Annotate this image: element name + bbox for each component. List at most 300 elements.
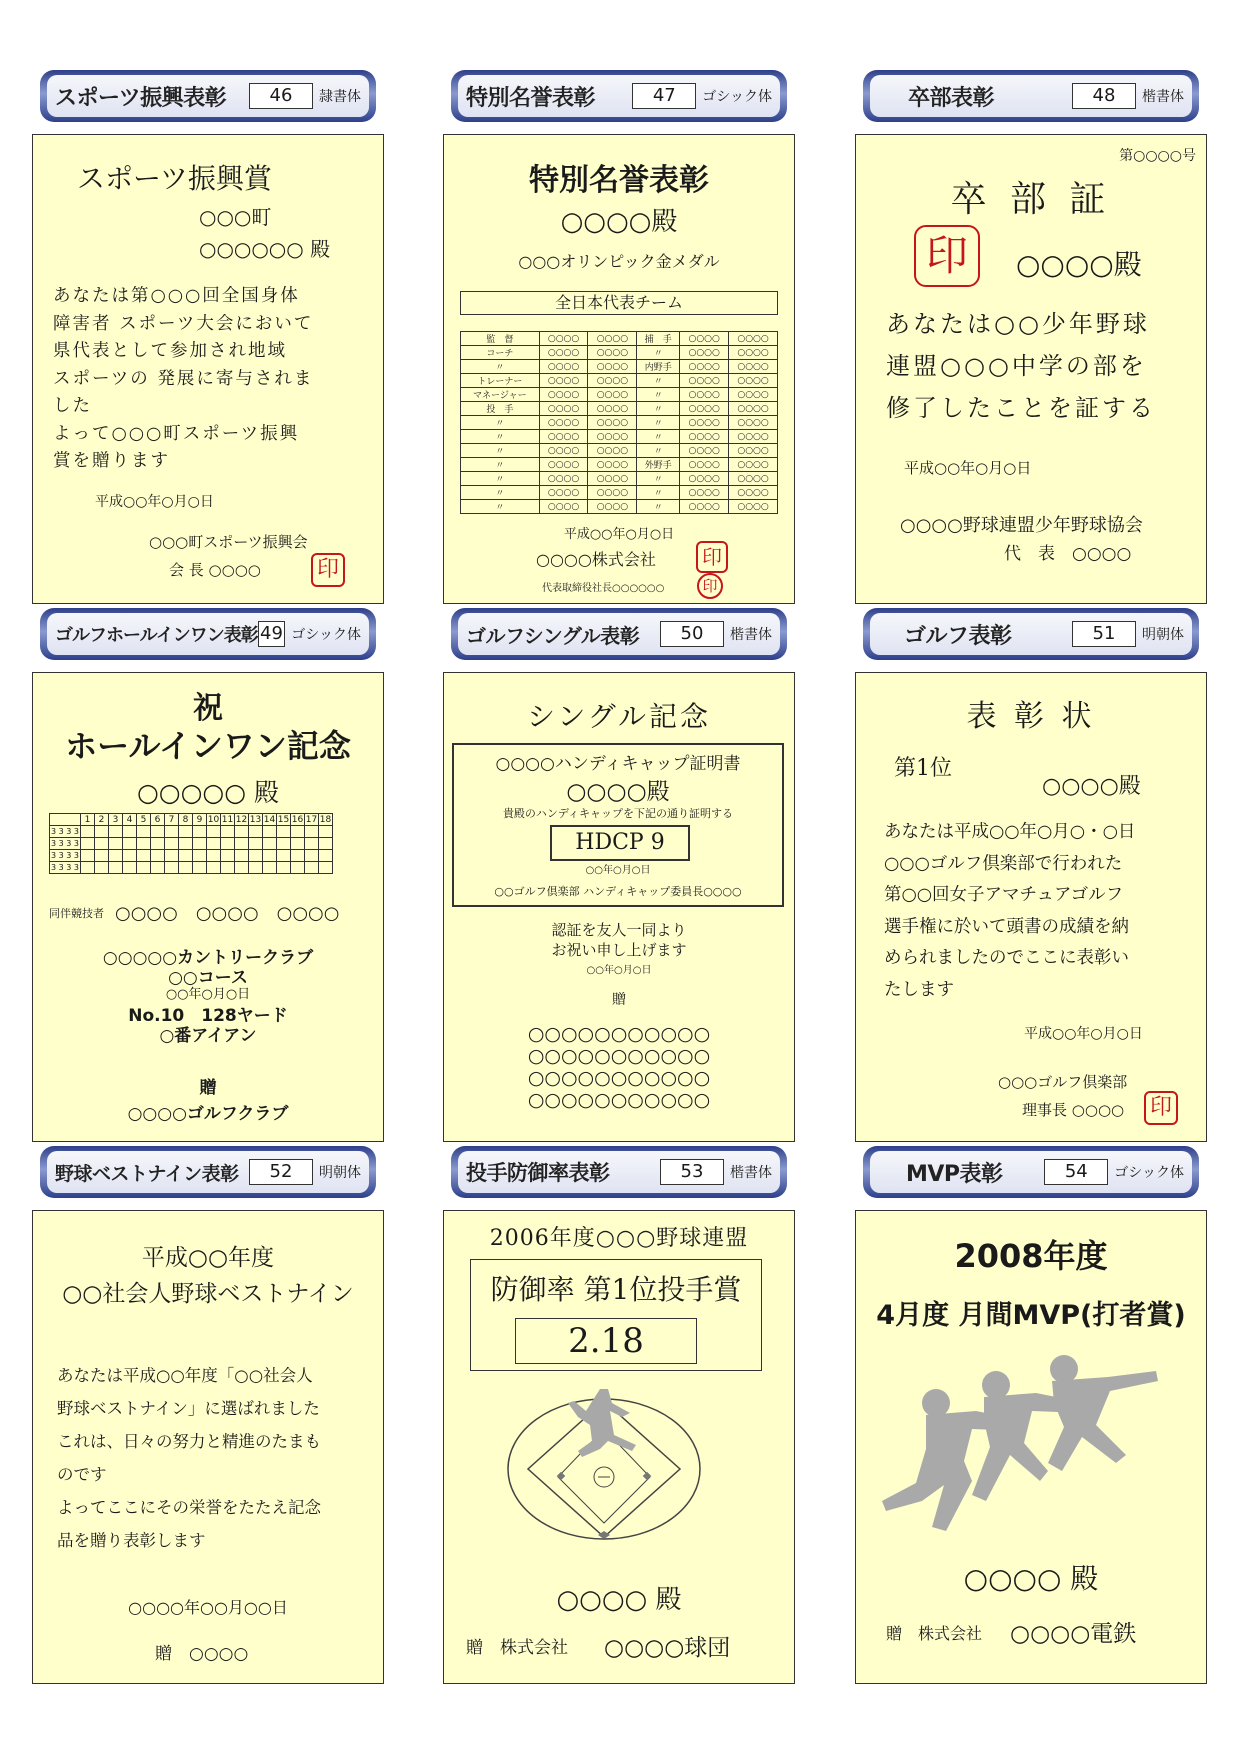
score-cell (193, 850, 207, 862)
score-cell (109, 850, 123, 862)
representative: 代表取締役社長○○○○○○ (542, 583, 665, 594)
town-name: ○○○町 (199, 205, 272, 229)
score-cell (221, 838, 235, 850)
roster-row (461, 402, 778, 416)
score-row-label: 3 3 3 3 (51, 839, 79, 848)
card-number: 50 (660, 621, 724, 647)
score-cell (179, 862, 193, 874)
card-header (863, 1146, 1199, 1198)
hole-number: 17 (305, 814, 318, 825)
recipient-name: ○○○○殿 (1042, 774, 1141, 799)
roster-cell: ○○○○ (680, 458, 729, 472)
score-row (50, 838, 333, 850)
roster-cell: ○○○○ (588, 346, 637, 360)
card-header-title: 卒部表彰 (908, 85, 995, 111)
chairman: 理事長 ○○○○ (1022, 1101, 1125, 1119)
roster-cell: ○○○○ (588, 500, 637, 514)
roster-cell: ○○○○ (539, 486, 588, 500)
recipient-name: ○○○○○ 殿 (136, 778, 280, 807)
score-cell (249, 862, 263, 874)
score-cell (81, 862, 95, 874)
handicap-value: HDCP 9 (550, 825, 690, 861)
roster-cell: ○○○○ (588, 332, 637, 346)
roster-row (461, 332, 778, 346)
body-text: あなたは平成○○年○月○・○日 ○○○ゴルフ倶楽部で行われた 第○○回女子アマチュアゴルフ 選手権に於いて頭書の成績を納 められましたのでここに表彰い たします (884, 822, 1136, 1000)
card-header (451, 70, 787, 122)
roster-cell: ○○○○ (729, 444, 778, 458)
score-cell (109, 826, 123, 838)
certificate-title: ○○○○ハンディキャップ証明書 (495, 754, 741, 774)
roster-cell: 〃 (637, 500, 680, 514)
roster-row (461, 486, 778, 500)
score-cell (291, 838, 305, 850)
certificate-preview[interactable] (443, 672, 795, 1142)
seal-icon: 印 (914, 225, 980, 287)
card-font-label: 明朝体 (1142, 627, 1184, 643)
seal-icon: 印 (696, 541, 728, 573)
card-number: 49 (258, 621, 286, 647)
course-name: ○○コース (168, 968, 248, 988)
score-cell (319, 850, 333, 862)
hole-number: 11 (221, 814, 234, 825)
recipient-name: ○○○○○○ 殿 (199, 237, 331, 261)
message-line: お祝い申し上げます (551, 941, 687, 959)
scorecard-corner (50, 814, 81, 826)
hole-number: 4 (123, 814, 137, 826)
era-value: 2.18 (515, 1318, 697, 1364)
roster-cell: ○○○○ (588, 430, 637, 444)
score-cell (137, 838, 151, 850)
hole-number: 13 (249, 814, 262, 825)
roster-cell: コーチ (461, 346, 540, 360)
roster-row (461, 360, 778, 374)
recipient-name: ○○○○ 殿 (556, 1585, 682, 1615)
card-header-title: 野球ベストナイン表彰 (55, 1162, 239, 1185)
chairman: 会 長 ○○○○ (169, 561, 261, 579)
roster-cell: ○○○○ (680, 374, 729, 388)
body-text: あなたは○○少年野球 連盟○○○中学の部を 修了したことを証する (886, 310, 1156, 422)
score-cell (193, 862, 207, 874)
roster-row (461, 444, 778, 458)
score-cell (123, 862, 137, 874)
card-number: 46 (249, 83, 313, 109)
hole-info: No.10 128ヤード (128, 1006, 288, 1026)
score-cell (151, 826, 165, 838)
roster-cell: ○○○○ (729, 388, 778, 402)
year-heading: 平成○○年度 (141, 1245, 275, 1271)
card-header (40, 608, 376, 660)
score-cell (109, 838, 123, 850)
roster-cell: ○○○○ (680, 346, 729, 360)
body-text: あなたは第○○○回全国身体 障害者 スポーツ大会において 県代表として参加され地域 スポーツの 発展に寄与されま した よって○○○町スポーツ振興 賞を贈ります (53, 286, 314, 471)
roster-cell: ○○○○ (680, 444, 729, 458)
message-date: ○○年○月○日 (586, 965, 652, 976)
score-cell (207, 862, 221, 874)
roster-cell: ○○○○ (539, 374, 588, 388)
card-header-title: スポーツ振興表彰 (55, 85, 227, 111)
certificate-number: 第○○○○号 (1119, 148, 1196, 164)
score-cell (151, 850, 165, 862)
hole-number: 2 (95, 814, 109, 826)
year-heading: 2008年度 (954, 1237, 1108, 1275)
score-cell (207, 838, 221, 850)
roster-cell: 〃 (637, 472, 680, 486)
roster-cell: ○○○○ (539, 388, 588, 402)
roster-cell: ○○○○ (680, 500, 729, 514)
score-cell (263, 862, 277, 874)
award-date: ○○年○月○日 (165, 987, 251, 1002)
score-cell (95, 862, 109, 874)
roster-row (461, 388, 778, 402)
certificate-text: 貴殿のハンディキャップを下記の通り証明する (502, 807, 734, 820)
roster-cell: ○○○○ (680, 402, 729, 416)
score-cell (165, 838, 179, 850)
score-cell (95, 826, 109, 838)
award-title: ○○社会人野球ベストナイン (62, 1281, 354, 1307)
roster-cell: ○○○○ (729, 402, 778, 416)
award-date: 平成○○年○月○日 (95, 494, 214, 510)
score-row (50, 850, 333, 862)
card-header-title: ゴルフホールインワン表彰 (55, 625, 258, 646)
hole-number: 8 (179, 814, 193, 826)
roster-cell: 〃 (461, 472, 540, 486)
baseball-diamond-icon (504, 1381, 704, 1541)
card-header-title: 投手防御率表彰 (466, 1161, 610, 1185)
roster-cell: マネージャー (461, 388, 540, 402)
organization: ○○○町スポーツ振興会 (149, 533, 308, 551)
score-cell (95, 850, 109, 862)
batter-silhouette-icon (876, 1351, 1176, 1541)
roster-cell: ○○○○ (729, 458, 778, 472)
handicap-certificate (452, 743, 784, 907)
score-cell (277, 850, 291, 862)
score-cell (249, 826, 263, 838)
award-title: 防御率 第1位投手賞 (490, 1273, 742, 1306)
card-header-title: ゴルフシングル表彰 (466, 623, 640, 648)
award-title: 4月度 月間MVP(打者賞) (876, 1300, 1186, 1331)
achievement: ○○○オリンピック金メダル (518, 252, 720, 271)
score-cell (193, 838, 207, 850)
score-cell (305, 850, 319, 862)
award-date: 平成○○年○月○日 (1024, 1026, 1143, 1042)
card-header-title: MVP表彰 (906, 1161, 1003, 1187)
roster-cell: 〃 (637, 430, 680, 444)
award-title: 特別名誉表彰 (529, 163, 709, 198)
team-name: ○○○○球団 (604, 1635, 731, 1661)
award-title: ホールインワン記念 (65, 727, 351, 765)
roster-cell: 外野手 (637, 458, 680, 472)
roster-cell: ○○○○ (729, 374, 778, 388)
card-number: 51 (1072, 621, 1136, 647)
company-name: ○○○○株式会社 (536, 550, 656, 569)
roster-row (461, 416, 778, 430)
roster-cell: ○○○○ (588, 444, 637, 458)
card-header (863, 70, 1199, 122)
roster-row (461, 472, 778, 486)
certificate-preview[interactable] (443, 134, 795, 604)
roster-cell: ○○○○ (680, 486, 729, 500)
roster-cell: ○○○○ (588, 388, 637, 402)
seal-icon: 印 (311, 553, 345, 587)
card-header (863, 608, 1199, 660)
card-font-label: ゴシック体 (291, 627, 361, 643)
score-cell (277, 826, 291, 838)
score-cell (305, 826, 319, 838)
organization: ○○○○野球連盟少年野球協会 (900, 515, 1143, 536)
roster-cell: ○○○○ (539, 444, 588, 458)
score-cell (263, 826, 277, 838)
score-cell (277, 838, 291, 850)
hole-number: 5 (137, 814, 151, 826)
company-name: ○○○○電鉄 (1010, 1621, 1137, 1647)
roster-row (461, 500, 778, 514)
roster-cell: ○○○○ (539, 500, 588, 514)
score-cell (165, 862, 179, 874)
organization: ○○○ゴルフ倶楽部 (998, 1073, 1128, 1091)
recipient-name: ○○○○ 殿 (963, 1562, 1099, 1595)
score-cell (95, 838, 109, 850)
recipient-name: ○○○○殿 (566, 779, 670, 805)
score-cell (81, 826, 95, 838)
card-number: 48 (1072, 83, 1136, 109)
score-cell (137, 826, 151, 838)
score-cell (207, 850, 221, 862)
committee-chair: ○○ゴルフ倶楽部 ハンディキャップ委員長○○○○ (494, 885, 742, 898)
scorecard-header-row (50, 814, 333, 826)
card-number: 53 (660, 1159, 724, 1185)
message-line: 認証を友人一同より (551, 921, 687, 939)
roster-row (461, 430, 778, 444)
score-cell (179, 850, 193, 862)
roster-cell: ○○○○ (729, 472, 778, 486)
roster-cell: ○○○○ (680, 430, 729, 444)
card-number: 47 (632, 83, 696, 109)
roster-cell: ○○○○ (729, 486, 778, 500)
score-row-label: 3 3 3 3 (51, 827, 79, 836)
card-header (40, 1146, 376, 1198)
award-date: ○○○○年○○月○○日 (128, 1598, 288, 1617)
representative: 代 表 ○○○○ (1004, 544, 1132, 564)
roster-cell: 〃 (637, 444, 680, 458)
roster-cell: 〃 (637, 402, 680, 416)
certificate-preview[interactable] (855, 1210, 1207, 1684)
score-cell (165, 850, 179, 862)
score-cell (319, 838, 333, 850)
giver-name: ○○○○ゴルフクラブ (127, 1104, 289, 1124)
score-cell (179, 826, 193, 838)
score-cell (305, 862, 319, 874)
roster-cell: ○○○○ (539, 332, 588, 346)
roster-cell: ○○○○ (539, 416, 588, 430)
roster-cell: ○○○○ (539, 458, 588, 472)
score-cell (221, 862, 235, 874)
award-date: 平成○○年○月○日 (563, 527, 675, 542)
score-cell (263, 850, 277, 862)
score-cell (319, 862, 333, 874)
roster-cell: 〃 (637, 486, 680, 500)
card-header-title: ゴルフ表彰 (904, 623, 1012, 649)
roster-cell: 監 督 (461, 332, 540, 346)
certificate-preview[interactable] (32, 134, 384, 604)
roster-row (461, 346, 778, 360)
roster-cell: 〃 (461, 500, 540, 514)
roster-row (461, 458, 778, 472)
certificate-preview[interactable] (855, 134, 1207, 604)
score-cell (123, 838, 137, 850)
score-row (50, 826, 333, 838)
score-cell (235, 826, 249, 838)
gift-line: 贈 ○○○○ (155, 1644, 249, 1664)
card-font-label: 楷書体 (730, 627, 772, 643)
score-row-label: 3 3 3 3 (51, 851, 79, 860)
certificate-preview[interactable] (855, 672, 1207, 1142)
certificate-preview[interactable] (443, 1210, 795, 1684)
roster-cell: ○○○○ (729, 346, 778, 360)
award-title: シングル記念 (527, 700, 711, 733)
score-cell (81, 838, 95, 850)
roster-cell: 〃 (461, 430, 540, 444)
hole-number: 18 (319, 814, 332, 825)
roster-cell: ○○○○ (680, 388, 729, 402)
card-font-label: 楷書体 (730, 1165, 772, 1181)
card-header-title: 特別名誉表彰 (466, 85, 596, 111)
score-cell (123, 826, 137, 838)
club-name: ○○○○○カントリークラブ (102, 948, 314, 968)
roster-cell: ○○○○ (680, 332, 729, 346)
award-title: 卒 部 証 (950, 179, 1112, 220)
roster-cell: ○○○○ (729, 416, 778, 430)
roster-cell: ○○○○ (729, 332, 778, 346)
roster-cell: ○○○○ (680, 360, 729, 374)
hole-number: 1 (81, 814, 95, 826)
certificate-preview[interactable] (32, 1210, 384, 1684)
recipient-name: ○○○○殿 (1016, 248, 1142, 281)
card-header (451, 608, 787, 660)
score-cell (291, 862, 305, 874)
card-header (451, 1146, 787, 1198)
card-font-label: 明朝体 (319, 1165, 361, 1181)
score-cell (221, 850, 235, 862)
score-cell (109, 862, 123, 874)
score-cell (221, 826, 235, 838)
score-cell (123, 850, 137, 862)
roster-cell: 捕 手 (637, 332, 680, 346)
roster-cell: 〃 (461, 486, 540, 500)
hole-number: 6 (151, 814, 165, 826)
award-title: スポーツ振興賞 (77, 162, 272, 195)
recipient-name: ○○○○殿 (560, 207, 678, 237)
gift-label: 贈 (612, 992, 626, 1008)
hole-number: 7 (165, 814, 179, 826)
card-font-label: 隷書体 (319, 89, 361, 105)
roster-cell: ○○○○ (588, 402, 637, 416)
iron-used: ○番アイアン (159, 1026, 257, 1046)
roster-cell: ○○○○ (729, 500, 778, 514)
roster-cell: 〃 (637, 374, 680, 388)
roster-cell: 〃 (461, 458, 540, 472)
score-cell (193, 826, 207, 838)
gift-label: 贈 (199, 1078, 217, 1098)
score-cell (137, 862, 151, 874)
roster-cell: 内野手 (637, 360, 680, 374)
roster-cell: 〃 (461, 444, 540, 458)
roster-cell: ○○○○ (729, 430, 778, 444)
score-cell (151, 862, 165, 874)
signature-circles: ○○○○○○○○○○○ ○○○○○○○○○○○ ○○○○○○○○○○○ ○○○○○○○○○○○ (527, 1023, 711, 1111)
score-cell (263, 838, 277, 850)
score-cell (291, 850, 305, 862)
card-font-label: ゴシック体 (1114, 1165, 1184, 1181)
hole-number: 10 (207, 814, 220, 825)
roster-table (460, 331, 778, 514)
roster-cell: ○○○○ (588, 374, 637, 388)
roster-cell: 〃 (461, 416, 540, 430)
score-cell (235, 850, 249, 862)
score-row (50, 862, 333, 874)
roster-cell: 〃 (637, 388, 680, 402)
roster-cell: 〃 (461, 360, 540, 374)
roster-row (461, 374, 778, 388)
award-title: 表 彰 状 (966, 699, 1096, 734)
award-date: 平成○○年○月○日 (904, 459, 1032, 477)
score-cell (235, 838, 249, 850)
seal-icon: 印 (1144, 1091, 1178, 1125)
roster-cell: ○○○○ (588, 416, 637, 430)
scorecard-table (49, 813, 333, 874)
roster-cell: ○○○○ (680, 416, 729, 430)
score-cell (249, 838, 263, 850)
roster-cell: ○○○○ (539, 346, 588, 360)
card-font-label: 楷書体 (1142, 89, 1184, 105)
hole-number: 3 (109, 814, 123, 826)
certificate-preview[interactable] (32, 672, 384, 1142)
score-cell (179, 838, 193, 850)
roster-cell: 〃 (637, 346, 680, 360)
score-cell (151, 838, 165, 850)
card-header (40, 70, 376, 122)
roster-cell: ○○○○ (588, 472, 637, 486)
score-cell (305, 838, 319, 850)
roster-cell: ○○○○ (729, 360, 778, 374)
hole-number: 15 (277, 814, 290, 825)
score-cell (249, 850, 263, 862)
card-number: 52 (249, 1159, 313, 1185)
score-cell (81, 850, 95, 862)
companions: ○○○○ ○○○○ ○○○○ (115, 903, 340, 924)
roster-cell: ○○○○ (539, 360, 588, 374)
body-text: あなたは平成○○年度「○○社会人 野球ベストナイン」に選ばれました これは、日々の努力と精進のたまも のです よってここにその栄誉をたたえ記念 品を贈り表彰します (57, 1366, 321, 1550)
league-heading: 2006年度○○○野球連盟 (489, 1226, 749, 1251)
roster-cell: ○○○○ (588, 458, 637, 472)
score-cell (235, 862, 249, 874)
roster-cell: ○○○○ (539, 430, 588, 444)
team-name: 全日本代表チーム (460, 291, 778, 315)
score-cell (277, 862, 291, 874)
roster-cell: 投 手 (461, 402, 540, 416)
certificate-date: ○○年○月○日 (585, 865, 651, 876)
card-font-label: ゴシック体 (702, 89, 772, 105)
score-cell (291, 826, 305, 838)
score-cell (165, 826, 179, 838)
seal-icon: 印 (697, 573, 723, 599)
gift-line: 贈 株式会社 (886, 1624, 983, 1643)
roster-cell: ○○○○ (539, 472, 588, 486)
hole-number: 14 (263, 814, 276, 825)
rank: 第1位 (894, 756, 952, 781)
score-cell (207, 826, 221, 838)
score-cell (137, 850, 151, 862)
score-cell (319, 826, 333, 838)
